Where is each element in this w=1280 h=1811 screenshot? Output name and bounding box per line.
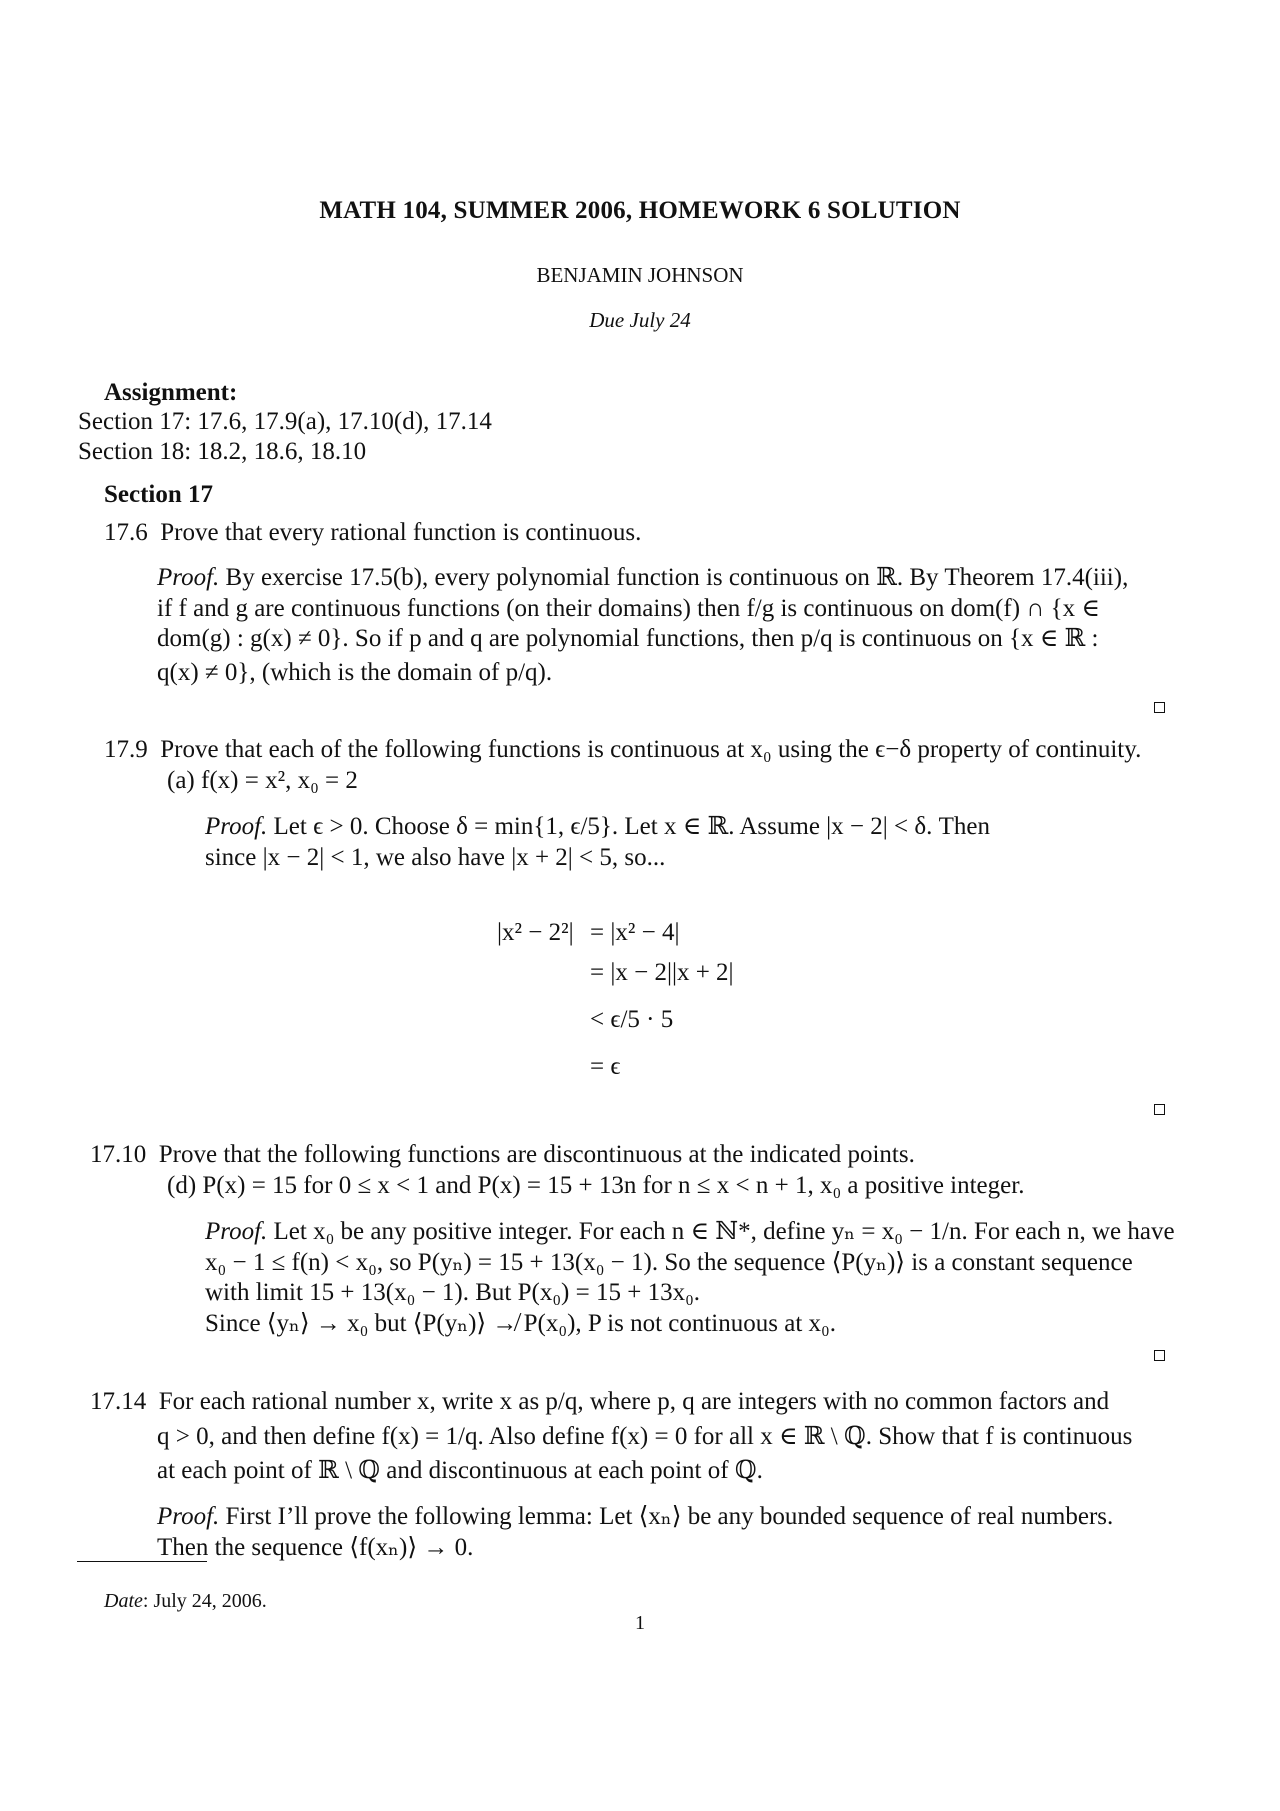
problem-17-9	[104, 735, 1141, 765]
equation-row: = ϵ	[590, 1053, 621, 1080]
page-title: MATH 104, SUMMER 2006, HOMEWORK 6 SOLUTION	[319, 197, 961, 224]
proof-line	[205, 812, 990, 842]
problem-number: 17.14	[90, 1388, 147, 1415]
proof-text: By exercise 17.5(b), every polynomial function is continuous on ℝ. By Theorem 17.4(iii),	[225, 564, 1129, 591]
proof-label: Proof.	[157, 1503, 220, 1530]
problem-17-10	[90, 1140, 915, 1170]
problem-number: 17.9	[104, 736, 148, 763]
due-date: Due July 24	[589, 308, 691, 332]
qed-icon	[1154, 702, 1165, 713]
footnote-text: : July 24, 2006.	[142, 1590, 267, 1612]
proof-line	[157, 563, 1128, 593]
equation-row: < ϵ/5 · 5	[590, 1006, 674, 1033]
problem-part: (a) f(x) = x², x₀ = 2	[167, 767, 358, 794]
assignment-heading: Assignment:	[104, 379, 238, 406]
footnote-rule	[77, 1561, 207, 1562]
proof-label: Proof.	[205, 813, 268, 840]
problem-statement-line: q > 0, and then define f(x) = 1/q. Also define f(x) = 0 for all x ∈ ℝ \ ℚ. Show that f is continuous	[157, 1423, 1133, 1450]
proof-line	[205, 1217, 1175, 1247]
proof-text: First I’ll prove the following lemma: Let ⟨xₙ⟩ be any bounded sequence of real numbers.	[225, 1503, 1114, 1530]
author: BENJAMIN JOHNSON	[536, 263, 744, 287]
problem-17-6	[104, 518, 641, 548]
equation-row: = |x − 2||x + 2|	[590, 959, 734, 986]
proof-line	[157, 1502, 1113, 1532]
problem-number: 17.10	[90, 1141, 147, 1168]
section-heading: Section 17	[104, 481, 214, 508]
problem-statement: Prove that the following functions are discontinuous at the indicated points.	[158, 1141, 915, 1168]
proof-line: q(x) ≠ 0}, (which is the domain of p/q).	[157, 659, 553, 686]
proof-line: since |x − 2| < 1, we also have |x + 2| < 5, so...	[205, 844, 666, 871]
proof-label: Proof.	[205, 1218, 268, 1245]
problem-17-14	[90, 1387, 1109, 1417]
problem-statement: For each rational number x, write x as p/q, where p, q are integers with no common factors and	[158, 1388, 1110, 1415]
assignment-line: Section 17: 17.6, 17.9(a), 17.10(d), 17.14	[78, 408, 492, 435]
proof-line: Since ⟨yₙ⟩ → x₀ but ⟨P(yₙ)⟩ ↛ P(x₀), P is not continuous at x₀.	[205, 1310, 836, 1337]
proof-line: if f and g are continuous functions (on their domains) then f/g is continuous on dom(f) ∩ {x ∈	[157, 595, 1100, 622]
problem-part: (d) P(x) = 15 for 0 ≤ x < 1 and P(x) = 15 + 13n for n ≤ x < n + 1, x₀ a positive integer.	[167, 1172, 1025, 1199]
proof-line: Then the sequence ⟨f(xₙ)⟩ → 0.	[157, 1534, 474, 1561]
page-number: 1	[635, 1612, 645, 1634]
equation-row: = |x² − 4|	[590, 919, 680, 946]
proof-line: x₀ − 1 ≤ f(n) < x₀, so P(yₙ) = 15 + 13(x₀ − 1). So the sequence ⟨P(yₙ)⟩ is a constant sequence	[205, 1249, 1133, 1276]
problem-statement: Prove that every rational function is continuous.	[160, 519, 642, 546]
proof-line: with limit 15 + 13(x₀ − 1). But P(x₀) = 15 + 13x₀.	[205, 1279, 701, 1306]
qed-icon	[1154, 1104, 1165, 1115]
qed-icon	[1154, 1350, 1165, 1361]
proof-text: Let ϵ > 0. Choose δ = min{1, ϵ/5}. Let x ∈ ℝ. Assume |x − 2| < δ. Then	[273, 813, 991, 840]
problem-statement-line: at each point of ℝ \ ℚ and discontinuous at each point of ℚ.	[157, 1457, 763, 1484]
proof-label: Proof.	[157, 564, 220, 591]
footnote-label: Date	[104, 1590, 143, 1612]
proof-line: dom(g) : g(x) ≠ 0}. So if p and q are polynomial functions, then p/q is continuous on {x ∈ ℝ :	[157, 625, 1099, 652]
proof-text: Let x₀ be any positive integer. For each n ∈ ℕ*, define yₙ = x₀ − 1/n. For each n, we have	[273, 1218, 1175, 1245]
problem-statement: Prove that each of the following functions is continuous at x₀ using the ϵ−δ property of continuity.	[160, 736, 1142, 763]
problem-number: 17.6	[104, 519, 148, 546]
equation-lhs: |x² − 2²|	[497, 919, 574, 946]
assignment-line: Section 18: 18.2, 18.6, 18.10	[78, 438, 367, 465]
